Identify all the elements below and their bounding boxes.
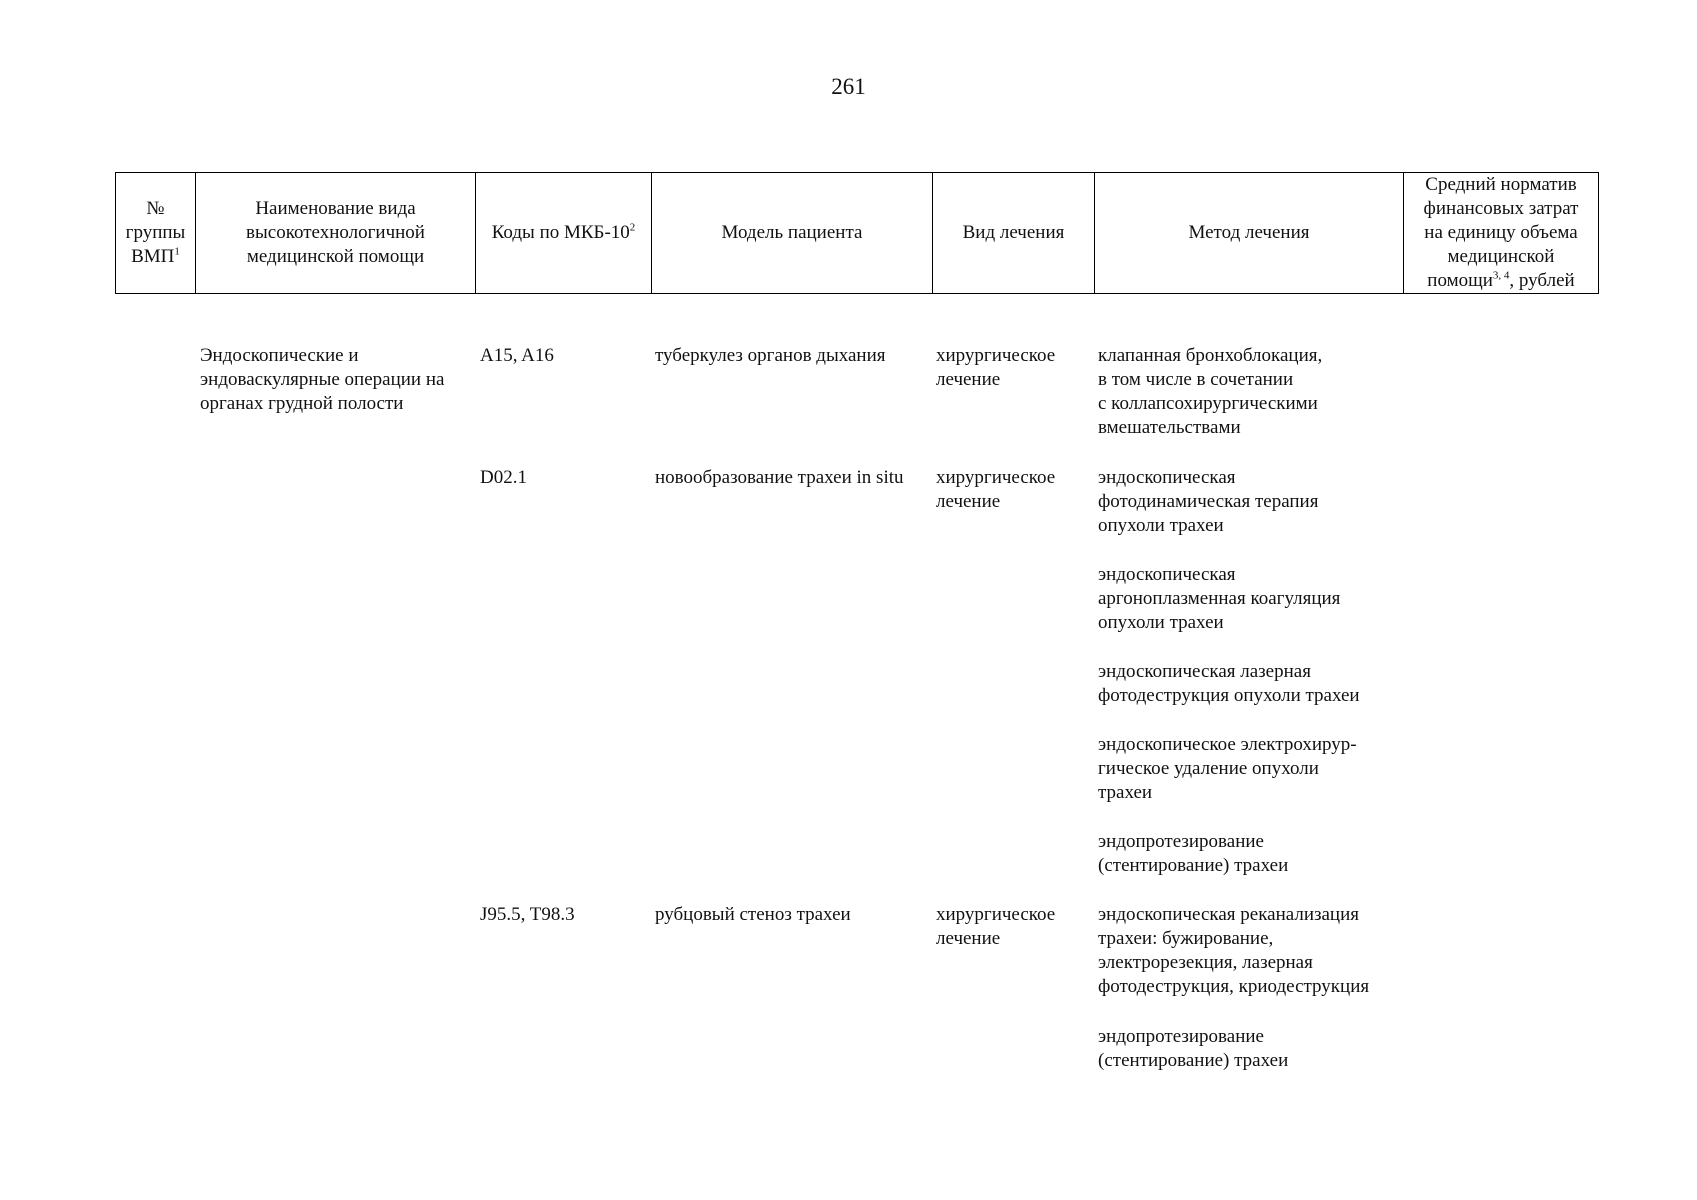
- row-3-treatment-type: хирургическое лечение: [936, 904, 1056, 949]
- header-care-type-name: Наименование вида высокотехнологичной медицинской помощи: [196, 173, 476, 294]
- row-3-method-1: эндоскопическая реканализация трахеи: бужирование, электрорезекция, лазерная фотодеструкция, криодеструкция: [1098, 904, 1370, 997]
- row-2-patient-model: новообразование трахеи in situ: [655, 467, 904, 488]
- header-patient-model: Модель пациента: [652, 173, 933, 294]
- row-1-patient-model: туберкулез органов дыхания: [655, 345, 886, 366]
- row-2-method-1: эндоскопическая фотодинамическая терапия опухоли трахеи: [1098, 467, 1319, 536]
- row-2-treatment-type: хирургическое лечение: [936, 467, 1056, 512]
- header-icd-codes: Коды по МКБ-$10^2$: [476, 173, 652, 294]
- group-name: Эндоскопические и эндоваскулярные операции на органах грудной полости: [200, 345, 445, 414]
- row-3-codes: J95.5, T98.3: [480, 904, 575, 925]
- row-3-method-2: эндопротезирование (стентирование) трахеи: [1098, 1026, 1289, 1071]
- header-cost-standard: Средний норматив финансовых затрат на единицу объема медицинской помощи$^{3, 4}$, рублей: [1404, 173, 1599, 294]
- header-treatment-method: Метод лечения: [1095, 173, 1404, 294]
- row-2-method-5: эндопротезирование (стентирование) трахеи: [1098, 831, 1289, 876]
- row-1-method-1: клапанная бронхоблокация, в том числе в сочетании с коллапсохирургическими вмешательствами: [1098, 345, 1323, 438]
- row-2-codes: D02.1: [480, 467, 527, 488]
- header-group-number: № группы ВМП$^1$: [116, 173, 196, 294]
- row-2-method-3: эндоскопическая лазерная фотодеструкция опухоли трахеи: [1098, 661, 1360, 706]
- row-1-treatment-type: хирургическое лечение: [936, 345, 1056, 390]
- row-2-method-4: эндоскопическое электрохирур- гическое удаление опухоли трахеи: [1098, 734, 1357, 803]
- row-1-codes: A15, A16: [480, 345, 554, 366]
- page-number: 261: [831, 74, 866, 99]
- row-2-method-2: эндоскопическая аргоноплазменная коагуляция опухоли трахеи: [1098, 564, 1341, 633]
- header-treatment-type: Вид лечения: [933, 173, 1095, 294]
- table-header: [115, 172, 1599, 294]
- row-3-patient-model: рубцовый стеноз трахеи: [655, 904, 851, 925]
